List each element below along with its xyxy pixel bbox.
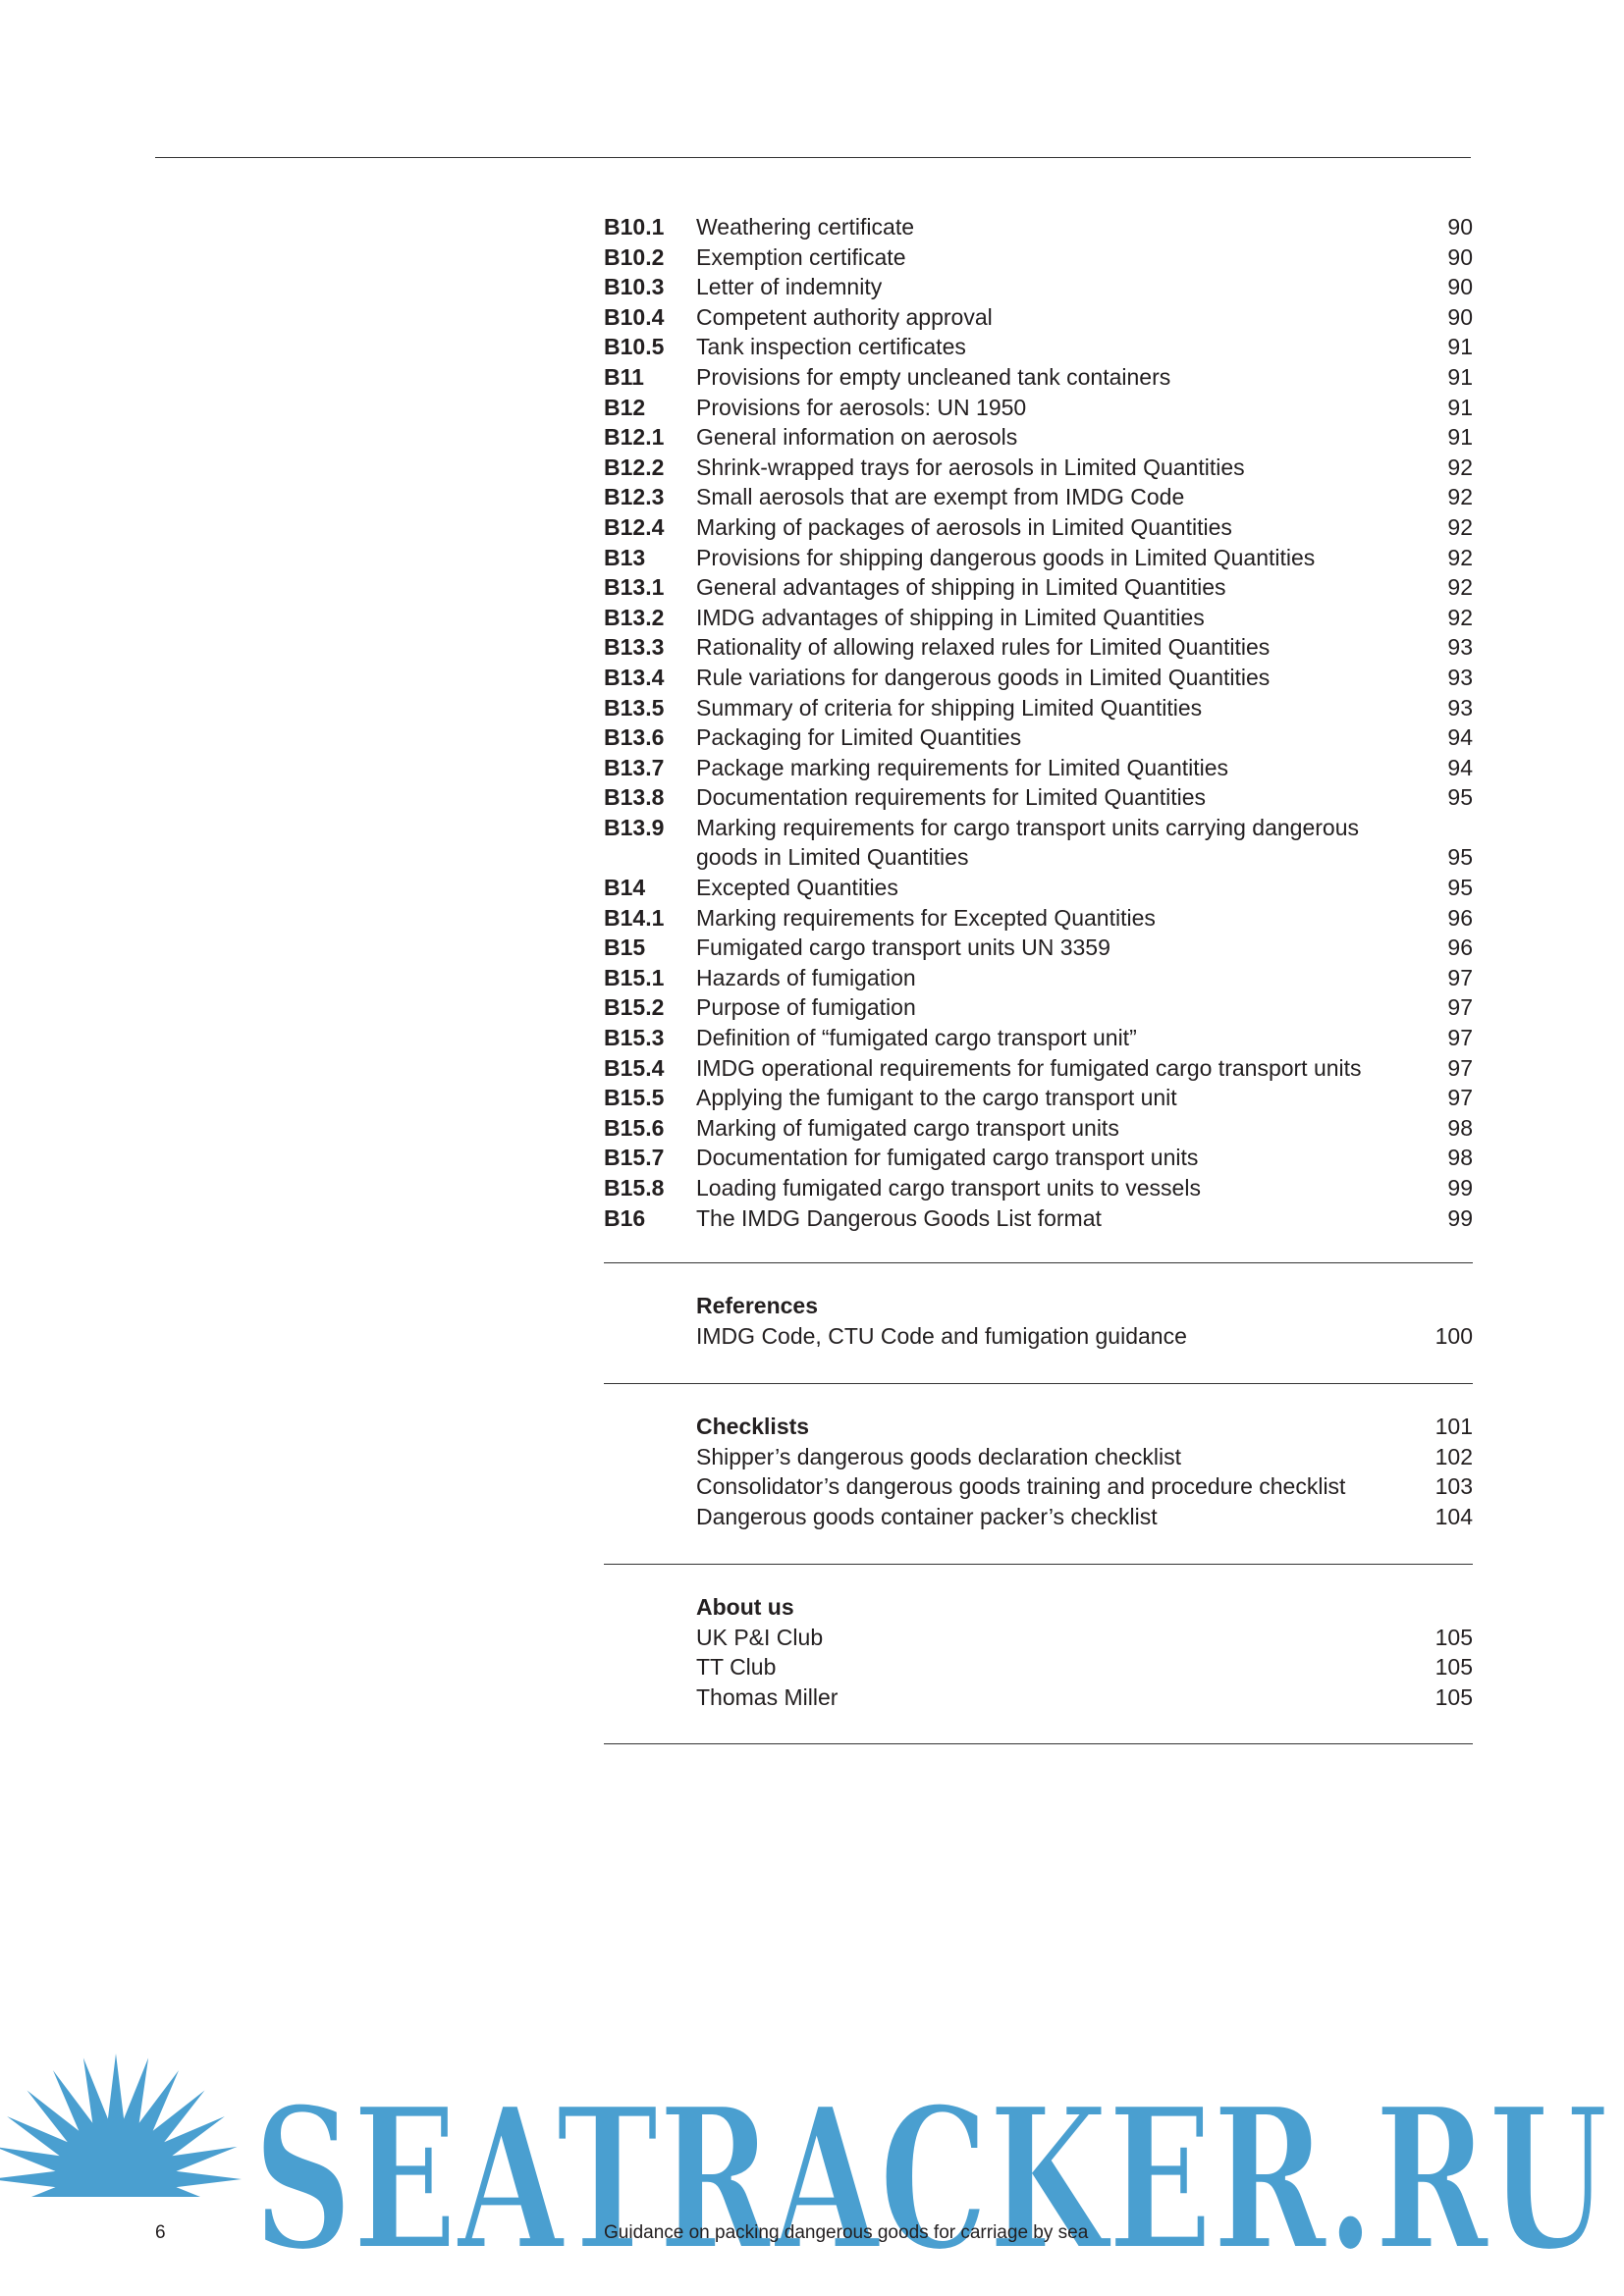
toc-entry-number: B15.3 — [604, 1025, 665, 1051]
toc-entry-number: B10.4 — [604, 303, 665, 330]
toc-entry[interactable] — [604, 1023, 1473, 1053]
toc-entry-number: B15.1 — [604, 964, 665, 990]
about-entry-title: Thomas Miller — [696, 1683, 839, 1710]
references-section — [604, 1262, 1473, 1351]
toc-entry-page: 90 — [1447, 303, 1473, 330]
references-heading: References — [696, 1293, 819, 1318]
about-entry[interactable] — [696, 1652, 1473, 1682]
toc-entry-number: B14 — [604, 875, 646, 901]
toc-entry-title: IMDG advantages of shipping in Limited Quantities — [696, 604, 1205, 630]
toc-entry-number: B15.4 — [604, 1054, 665, 1081]
toc-entry[interactable] — [604, 512, 1473, 543]
checklists-heading-page: 101 — [1435, 1414, 1473, 1439]
top-rule — [155, 157, 1471, 158]
toc-entry[interactable] — [604, 482, 1473, 512]
toc-entry-page: 97 — [1447, 1054, 1473, 1081]
toc-entry-number: B15.2 — [604, 994, 665, 1021]
toc-entry[interactable] — [604, 722, 1473, 753]
toc-entry-number: B12.1 — [604, 424, 665, 451]
toc-entry-title: Fumigated cargo transport units UN 3359 — [696, 934, 1110, 961]
toc-entry-number — [604, 842, 696, 873]
watermark-logo — [0, 2052, 1624, 2296]
about-entry-page: 105 — [1435, 1683, 1473, 1710]
toc-entry-page: 90 — [1447, 274, 1473, 300]
toc-entry-title: Small aerosols that are exempt from IMDG Code — [696, 484, 1185, 510]
toc-entry-title: General information on aerosols — [696, 424, 1018, 451]
toc-entry[interactable] — [604, 332, 1473, 362]
references-heading-row — [696, 1291, 1473, 1321]
toc-entry[interactable] — [604, 842, 1473, 873]
toc-entry[interactable] — [604, 903, 1473, 934]
toc-entry-page: 97 — [1447, 1085, 1473, 1111]
toc-entry-title: Marking requirements for Excepted Quantities — [696, 904, 1156, 931]
toc-entry-title: Shrink-wrapped trays for aerosols in Limited Quantities — [696, 454, 1245, 480]
toc-entry-title: Provisions for shipping dangerous goods in Limited Quantities — [696, 544, 1316, 570]
toc-entry-page: 93 — [1447, 634, 1473, 661]
toc-entry-page: 91 — [1447, 394, 1473, 420]
toc-entry-page: 99 — [1447, 1175, 1473, 1201]
toc-entry-page: 91 — [1447, 424, 1473, 451]
checklists-entry[interactable] — [696, 1502, 1473, 1532]
toc-entry-page: 96 — [1447, 934, 1473, 961]
toc-entry-title: Documentation requirements for Limited Quantities — [696, 784, 1207, 811]
sun-burst-icon — [0, 2054, 244, 2296]
toc-entry-title: Definition of “fumigated cargo transport unit” — [696, 1025, 1137, 1051]
footer-page-number: 6 — [155, 2222, 166, 2243]
toc-entry-title: The IMDG Dangerous Goods List format — [696, 1204, 1102, 1231]
toc-entry[interactable] — [604, 242, 1473, 273]
toc-entry[interactable] — [604, 1083, 1473, 1113]
toc-entry-number: B13 — [604, 544, 646, 570]
about-entry-title: UK P&I Club — [696, 1624, 824, 1650]
toc-entry[interactable] — [604, 1203, 1473, 1234]
toc-entry-title: goods in Limited Quantities — [696, 844, 969, 871]
toc-entry-title: Marking of fumigated cargo transport units — [696, 1114, 1119, 1141]
table-of-contents — [604, 212, 1473, 1233]
toc-entry[interactable] — [604, 632, 1473, 663]
references-entry-page: 100 — [1435, 1322, 1473, 1349]
toc-entry-number: B13.1 — [604, 574, 665, 601]
toc-entry-title: Rationality of allowing relaxed rules for Limited Quantities — [696, 634, 1271, 661]
references-entry[interactable] — [696, 1321, 1473, 1352]
checklists-entry-title: Dangerous goods container packer’s checklist — [696, 1503, 1158, 1529]
toc-entry-number: B13.2 — [604, 604, 665, 630]
toc-entry-page: 92 — [1447, 574, 1473, 601]
checklists-entry-page: 104 — [1435, 1503, 1473, 1529]
checklists-entry-title: Shipper’s dangerous goods declaration checklist — [696, 1443, 1181, 1469]
about-entry[interactable] — [696, 1682, 1473, 1713]
toc-entry-page: 95 — [1447, 784, 1473, 811]
toc-entry-number: B10.3 — [604, 274, 665, 300]
toc-entry-title: Provisions for aerosols: UN 1950 — [696, 394, 1027, 420]
toc-entry[interactable] — [604, 272, 1473, 302]
checklists-entry-page: 102 — [1435, 1443, 1473, 1469]
toc-entry-number: B15.7 — [604, 1145, 665, 1171]
toc-entry-number: B13.4 — [604, 664, 665, 690]
toc-entry-title: General advantages of shipping in Limited Quantities — [696, 574, 1226, 601]
about-heading: About us — [696, 1594, 794, 1620]
toc-entry-number: B15.5 — [604, 1085, 665, 1111]
toc-entry[interactable] — [604, 693, 1473, 723]
toc-entry-page: 93 — [1447, 664, 1473, 690]
toc-entry[interactable] — [604, 1113, 1473, 1144]
toc-entry-page: 98 — [1447, 1145, 1473, 1171]
toc-entry-title: Excepted Quantities — [696, 875, 898, 901]
watermark-text: SEATRACKER.RU — [253, 2064, 1608, 2295]
toc-entry[interactable] — [604, 212, 1473, 242]
toc-entry-page: 92 — [1447, 604, 1473, 630]
toc-entry-page: 95 — [1447, 844, 1473, 871]
toc-entry-title: Purpose of fumigation — [696, 994, 916, 1021]
toc-entry-title: Provisions for empty uncleaned tank containers — [696, 363, 1171, 390]
toc-entry[interactable] — [604, 362, 1473, 393]
about-entry-page: 105 — [1435, 1654, 1473, 1681]
footer-title: Guidance on packing dangerous goods for carriage by sea — [604, 2222, 1089, 2243]
toc-entry-title: Rule variations for dangerous goods in Limited Quantities — [696, 664, 1271, 690]
toc-entry-page: 92 — [1447, 484, 1473, 510]
checklists-entry-page: 103 — [1435, 1473, 1473, 1500]
toc-entry[interactable] — [604, 933, 1473, 963]
toc-entry-page: 92 — [1447, 513, 1473, 540]
checklists-entry[interactable] — [696, 1471, 1473, 1502]
toc-entry-title: Marking of packages of aerosols in Limited Quantities — [696, 513, 1232, 540]
toc-entry-page: 96 — [1447, 904, 1473, 931]
toc-entry-number: B13.8 — [604, 784, 665, 811]
toc-entry-title: Hazards of fumigation — [696, 964, 916, 990]
toc-entry-title: Package marking requirements for Limited Quantities — [696, 754, 1229, 780]
about-us-section — [604, 1564, 1473, 1712]
toc-entry-title: Packaging for Limited Quantities — [696, 724, 1022, 751]
toc-entry-title: Marking requirements for cargo transport units carrying dangerous — [696, 814, 1359, 840]
toc-entry-number: B10.2 — [604, 243, 665, 270]
toc-entry-number: B13.3 — [604, 634, 665, 661]
toc-entry-title: IMDG operational requirements for fumigated cargo transport units — [696, 1054, 1362, 1081]
toc-entry[interactable] — [604, 663, 1473, 693]
toc-entry-title: Applying the fumigant to the cargo transport unit — [696, 1085, 1177, 1111]
toc-entry-page: 90 — [1447, 214, 1473, 240]
toc-entry-page: 93 — [1447, 694, 1473, 721]
toc-entry-number: B10.5 — [604, 334, 665, 360]
toc-entry-title: Exemption certificate — [696, 243, 906, 270]
toc-entry-number: B15.6 — [604, 1114, 665, 1141]
toc-entry-page: 92 — [1447, 454, 1473, 480]
toc-entry[interactable] — [604, 1053, 1473, 1084]
toc-entry-number: B12.3 — [604, 484, 665, 510]
toc-entry-number: B15 — [604, 934, 646, 961]
toc-entry-page: 94 — [1447, 724, 1473, 751]
toc-entry-number: B14.1 — [604, 904, 665, 931]
toc-entry[interactable] — [604, 572, 1473, 603]
checklists-heading: Checklists — [696, 1414, 810, 1439]
toc-entry-page: 97 — [1447, 994, 1473, 1021]
toc-entry[interactable] — [604, 393, 1473, 423]
toc-entry-title: Tank inspection certificates — [696, 334, 966, 360]
toc-entry-title: Letter of indemnity — [696, 274, 883, 300]
bottom-rule — [604, 1743, 1473, 1744]
toc-entry-number: B15.8 — [604, 1175, 665, 1201]
toc-entry-number: B13.9 — [604, 814, 665, 840]
toc-entry-page: 94 — [1447, 754, 1473, 780]
toc-entry[interactable] — [604, 422, 1473, 453]
toc-entry-number: B16 — [604, 1204, 646, 1231]
checklists-section — [604, 1383, 1473, 1531]
toc-entry-number: B13.5 — [604, 694, 665, 721]
toc-entry[interactable] — [604, 1143, 1473, 1173]
toc-entry[interactable] — [604, 813, 1473, 843]
toc-entry[interactable] — [604, 302, 1473, 333]
toc-entry[interactable] — [604, 963, 1473, 993]
toc-entry-title: Summary of criteria for shipping Limited Quantities — [696, 694, 1203, 721]
references-heading-page — [1414, 1291, 1473, 1321]
toc-entry-page: 95 — [1447, 875, 1473, 901]
toc-entry-title: Documentation for fumigated cargo transport units — [696, 1145, 1199, 1171]
toc-entry[interactable] — [604, 543, 1473, 573]
toc-entry-page — [1414, 813, 1473, 843]
toc-entry-number: B13.6 — [604, 724, 665, 751]
about-entry-title: TT Club — [696, 1654, 777, 1681]
toc-entry-page: 97 — [1447, 1025, 1473, 1051]
toc-entry-page: 97 — [1447, 964, 1473, 990]
toc-entry-number: B10.1 — [604, 214, 665, 240]
toc-entry-title: Weathering certificate — [696, 214, 915, 240]
toc-entry[interactable] — [604, 992, 1473, 1023]
toc-entry-number: B13.7 — [604, 754, 665, 780]
toc-entry-page: 91 — [1447, 363, 1473, 390]
toc-entry-page: 91 — [1447, 334, 1473, 360]
checklists-entry[interactable] — [696, 1442, 1473, 1472]
toc-entry[interactable] — [604, 753, 1473, 783]
toc-entry-number: B12 — [604, 394, 646, 420]
references-entry-title: IMDG Code, CTU Code and fumigation guidance — [696, 1322, 1187, 1349]
toc-entry-number: B11 — [604, 363, 644, 390]
toc-entry-number: B12.4 — [604, 513, 665, 540]
toc-entry-title: Loading fumigated cargo transport units to vessels — [696, 1175, 1201, 1201]
toc-entry[interactable] — [604, 453, 1473, 483]
toc-entry-page: 90 — [1447, 243, 1473, 270]
about-entry-page: 105 — [1435, 1624, 1473, 1650]
toc-entry[interactable] — [604, 603, 1473, 633]
about-entry[interactable] — [696, 1623, 1473, 1653]
toc-entry-page: 92 — [1447, 544, 1473, 570]
toc-entry-page: 98 — [1447, 1114, 1473, 1141]
toc-entry-page: 99 — [1447, 1204, 1473, 1231]
toc-entry[interactable] — [604, 782, 1473, 813]
about-heading-page — [1414, 1592, 1473, 1623]
checklists-entry-title: Consolidator’s dangerous goods training and procedure checklist — [696, 1473, 1346, 1500]
toc-entry-title: Competent authority approval — [696, 303, 993, 330]
checklists-heading-row — [696, 1412, 1473, 1442]
toc-entry[interactable] — [604, 873, 1473, 903]
toc-entry-number: B12.2 — [604, 454, 665, 480]
about-heading-row — [696, 1592, 1473, 1623]
toc-entry[interactable] — [604, 1173, 1473, 1203]
